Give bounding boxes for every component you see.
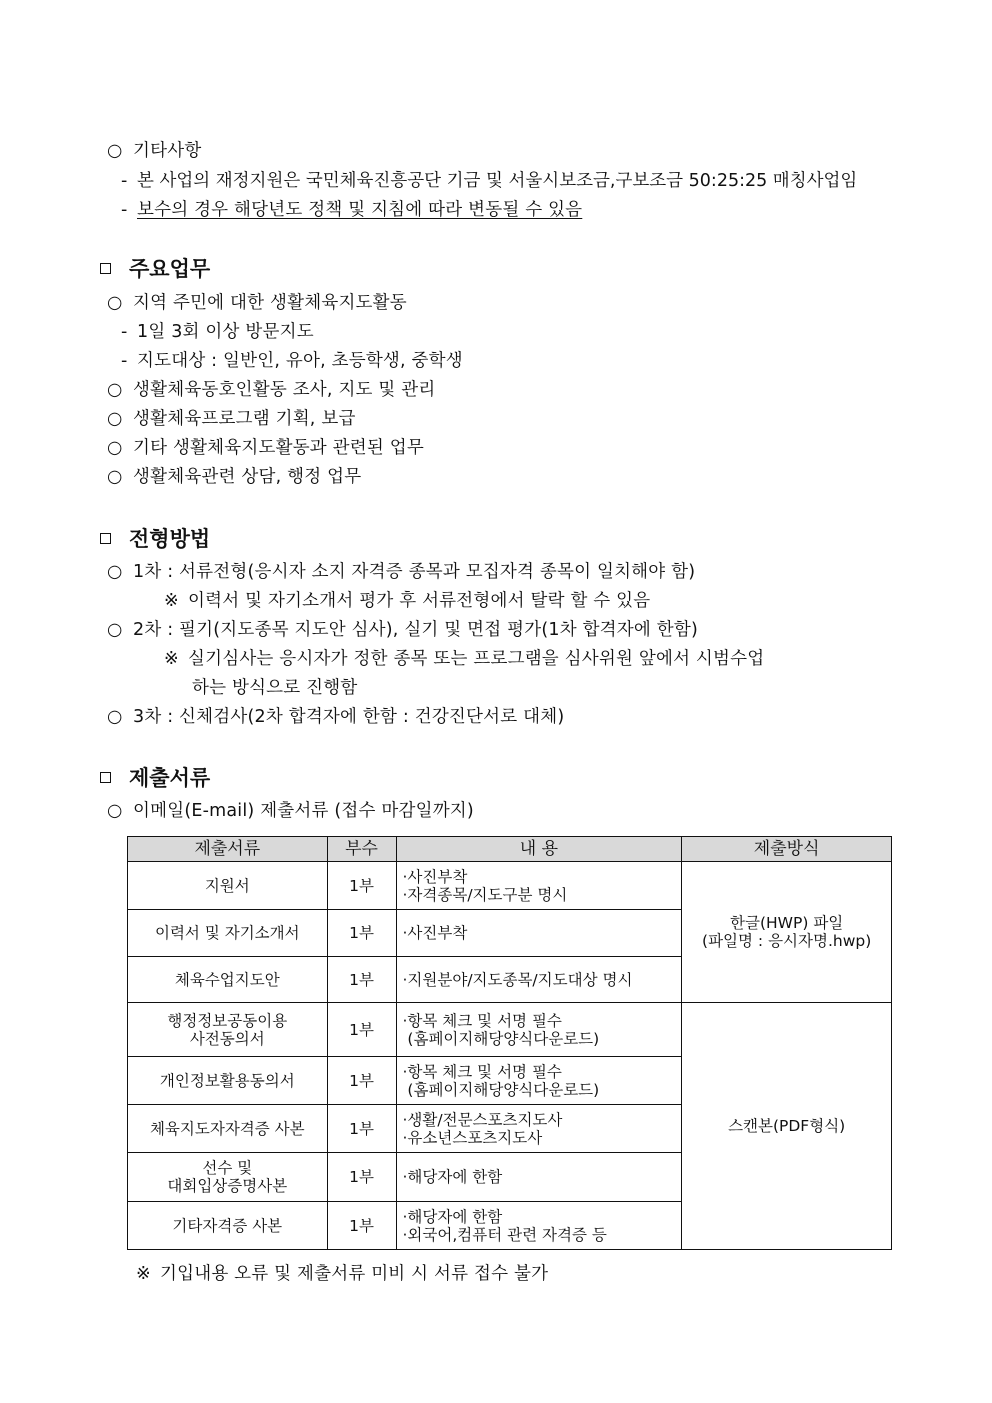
selection-step-1-note: ※ 이력서 및 자기소개서 평가 후 서류전형에서 탈락 할 수 있음 <box>164 591 651 611</box>
selection-step-2-note-cont: 하는 방식으로 진행함 <box>192 678 358 698</box>
duty-1a: - 1일 3회 이상 방문지도 <box>121 322 314 342</box>
other-item-1: - 본 사업의 재정지원은 국민체육진흥공단 기금 및 서울시보조금,구보조금 50:25:25 매칭사업임 <box>121 171 858 191</box>
table-row: 행정정보공동이용 사전동의서 1부 ·항목 체크 및 서명 필수 (홈페이지해당양식다운로드) 스캔본(PDF형식) <box>128 1003 892 1057</box>
duty-2: ○ 생활체육동호인활동 조사, 지도 및 관리 <box>107 380 436 400</box>
duties-heading: 주요업무 <box>100 256 210 282</box>
duty-5: ○ 생활체육관련 상담, 행정 업무 <box>107 467 362 487</box>
selection-step-1: ○ 1차 : 서류전형(응시자 소지 자격증 종목과 모집자격 종목이 일치해야 함) <box>107 562 696 582</box>
header-doc-name: 제출서류 <box>128 837 328 862</box>
other-title: ○ 기타사항 <box>107 141 202 161</box>
square-bullet-icon <box>100 772 111 783</box>
header-count: 부수 <box>327 837 396 862</box>
selection-heading: 전형방법 <box>100 526 210 552</box>
documents-intro: ○ 이메일(E-mail) 제출서류 (접수 마감일까지) <box>107 801 474 821</box>
table-row: 체육수업지도안 1부 ·지원분야/지도종목/지도대상 명시 <box>128 957 892 1003</box>
table-header-row <box>128 837 892 862</box>
table-row: 지원서 1부 ·사진부착 ·자격종목/지도구분 명시 한글(HWP) 파일 (파일명 : 응시자명.hwp) <box>128 862 892 910</box>
other-item-2: - 보수의 경우 해당년도 정책 및 지침에 따라 변동될 수 있음 <box>121 200 583 220</box>
method-hwp-cell: 한글(HWP) 파일 (파일명 : 응시자명.hwp) <box>682 862 892 1003</box>
table-row: 개인정보활용동의서 1부 ·항목 체크 및 서명 필수 (홈페이지해당양식다운로드) <box>128 1057 892 1105</box>
square-bullet-icon <box>100 263 111 274</box>
table-row: 체육지도자자격증 사본 1부 ·생활/전문스포츠지도사 ·유소년스포츠지도사 <box>128 1105 892 1153</box>
selection-step-2-note: ※ 실기심사는 응시자가 정한 종목 또는 프로그램을 심사위원 앞에서 시범수업 <box>164 649 765 669</box>
table-row: 기타자격증 사본 1부 ·해당자에 한함 ·외국어,컴퓨터 관련 자격증 등 <box>128 1202 892 1250</box>
selection-step-2: ○ 2차 : 필기(지도종목 지도안 심사), 실기 및 면접 평가(1차 합격자에 한함) <box>107 620 698 640</box>
duty-3: ○ 생활체육프로그램 기획, 보급 <box>107 409 356 429</box>
duty-4: ○ 기타 생활체육지도활동과 관련된 업무 <box>107 438 424 458</box>
duty-1b: - 지도대상 : 일반인, 유아, 초등학생, 중학생 <box>121 351 463 371</box>
header-content: 내 용 <box>396 837 682 862</box>
table-row: 이력서 및 자기소개서 1부 ·사진부착 <box>128 910 892 957</box>
documents-heading: 제출서류 <box>100 765 210 791</box>
square-bullet-icon <box>100 533 111 544</box>
duty-1: ○ 지역 주민에 대한 생활체육지도활동 <box>107 293 407 313</box>
documents-footnote: ※ 기입내용 오류 및 제출서류 미비 시 서류 접수 불가 <box>136 1264 549 1284</box>
method-pdf-cell: 스캔본(PDF형식) <box>682 1003 892 1250</box>
header-method: 제출방식 <box>682 837 892 862</box>
table-row: 선수 및 대회입상증명사본 1부 ·해당자에 한함 <box>128 1153 892 1202</box>
documents-table <box>127 836 892 1250</box>
selection-step-3: ○ 3차 : 신체검사(2차 합격자에 한함 : 건강진단서로 대체) <box>107 707 565 727</box>
